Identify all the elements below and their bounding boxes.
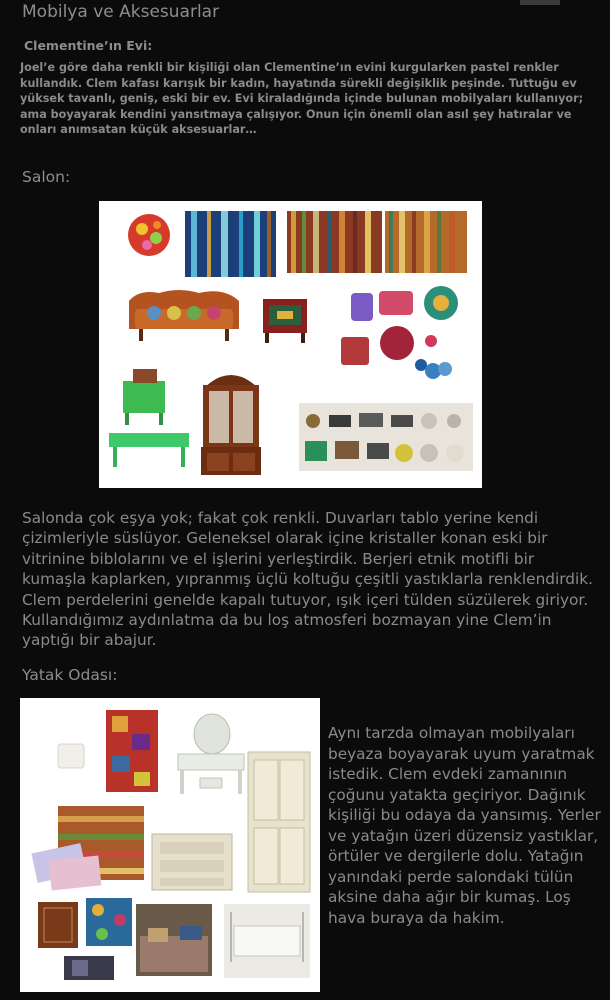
paper-lamp [128,214,170,256]
green-coffee-table [109,433,189,467]
leather-book [38,902,78,948]
bedroom-description: Aynı tarzda olmayan mobilyaları beyaza boyayarak uyum yaratmak istedik. Clem evdeki zamanının çoğunu yatakta geçiriyor. Dağınık kişiliği bu odaya da yansımış. Yerler ve yatağın üzeri düzensiz yastıklar, örtüler ve dergilerle dolu. Yatağın yanındaki perde salondaki tülün aksine daha ağır bir kumaş. Loş hava buraya da hakim. [328,724,601,927]
striped-curtain-left [287,211,382,273]
green-side-table [123,369,165,425]
dark-cushions [64,956,114,980]
salon-description: Salonda çok eşya yok; fakat çok renkli. Duvarları tablo yerine kendi çizimleriyle süslüyor. Geleneksel olarak içine kristaller konan eski bir vitrinine biblolarını ve el işlerini yerleştirdik. Berjeri etnik motifli bir kumaşla kaplarken, yıpranmış üçlü koltuğu çeşitli yastıklarla renklendirdik. Clem perdelerini genelde kapalı tutuyor, ışık içeri tülden süzülerek giriyor. Kullandığımız aydınlatma da bu loş atmosferi bozmayan yine Clem’in yaptığı bir abajur. [22,509,593,650]
white-iron-bed [224,904,310,978]
bedroom-collage-image [20,698,320,992]
blue-forest-painting [185,211,276,277]
orange-sofa [129,290,239,341]
cushions-cluster [341,286,458,379]
white-dresser [152,834,232,890]
top-divider [520,0,560,5]
white-wardrobe [248,752,310,892]
figurines-collection [299,403,473,471]
white-vanity-table [178,714,244,794]
patterned-fabric [86,898,132,946]
messy-bed-photo [136,904,212,976]
striped-curtain-right [385,211,467,273]
wooden-vitrine [201,375,261,475]
section-subtitle: Clementine’ın Evi: [24,38,153,53]
salon-heading: Salon: [22,168,71,186]
white-lampshade [58,744,84,768]
page-title: Mobilya ve Aksesuarlar [22,2,220,22]
patchwork-curtain [106,710,158,792]
bedroom-heading: Yatak Odası: [22,666,118,684]
salon-collage-image [99,201,482,488]
intro-paragraph: Joel’e göre daha renkli bir kişiliği olan Clementine’ın evini kurgularken pastel renkler kullandık. Clem kafası karışık bir kadın, hayatında sürekli değişiklik peşinde. Tuttuğu ev yüksek tavanlı, geniş, eski bir ev. Evi kiraladığında içinde bulunan mobilyaları kullanıyor; ama boyayarak kendini yansıtmaya çalışıyor. Onun için önemli olan asıl şey hatıralar ve onları anımsatan küçük aksesuarlar… [20,61,584,137]
ethnic-armchair [263,299,307,343]
